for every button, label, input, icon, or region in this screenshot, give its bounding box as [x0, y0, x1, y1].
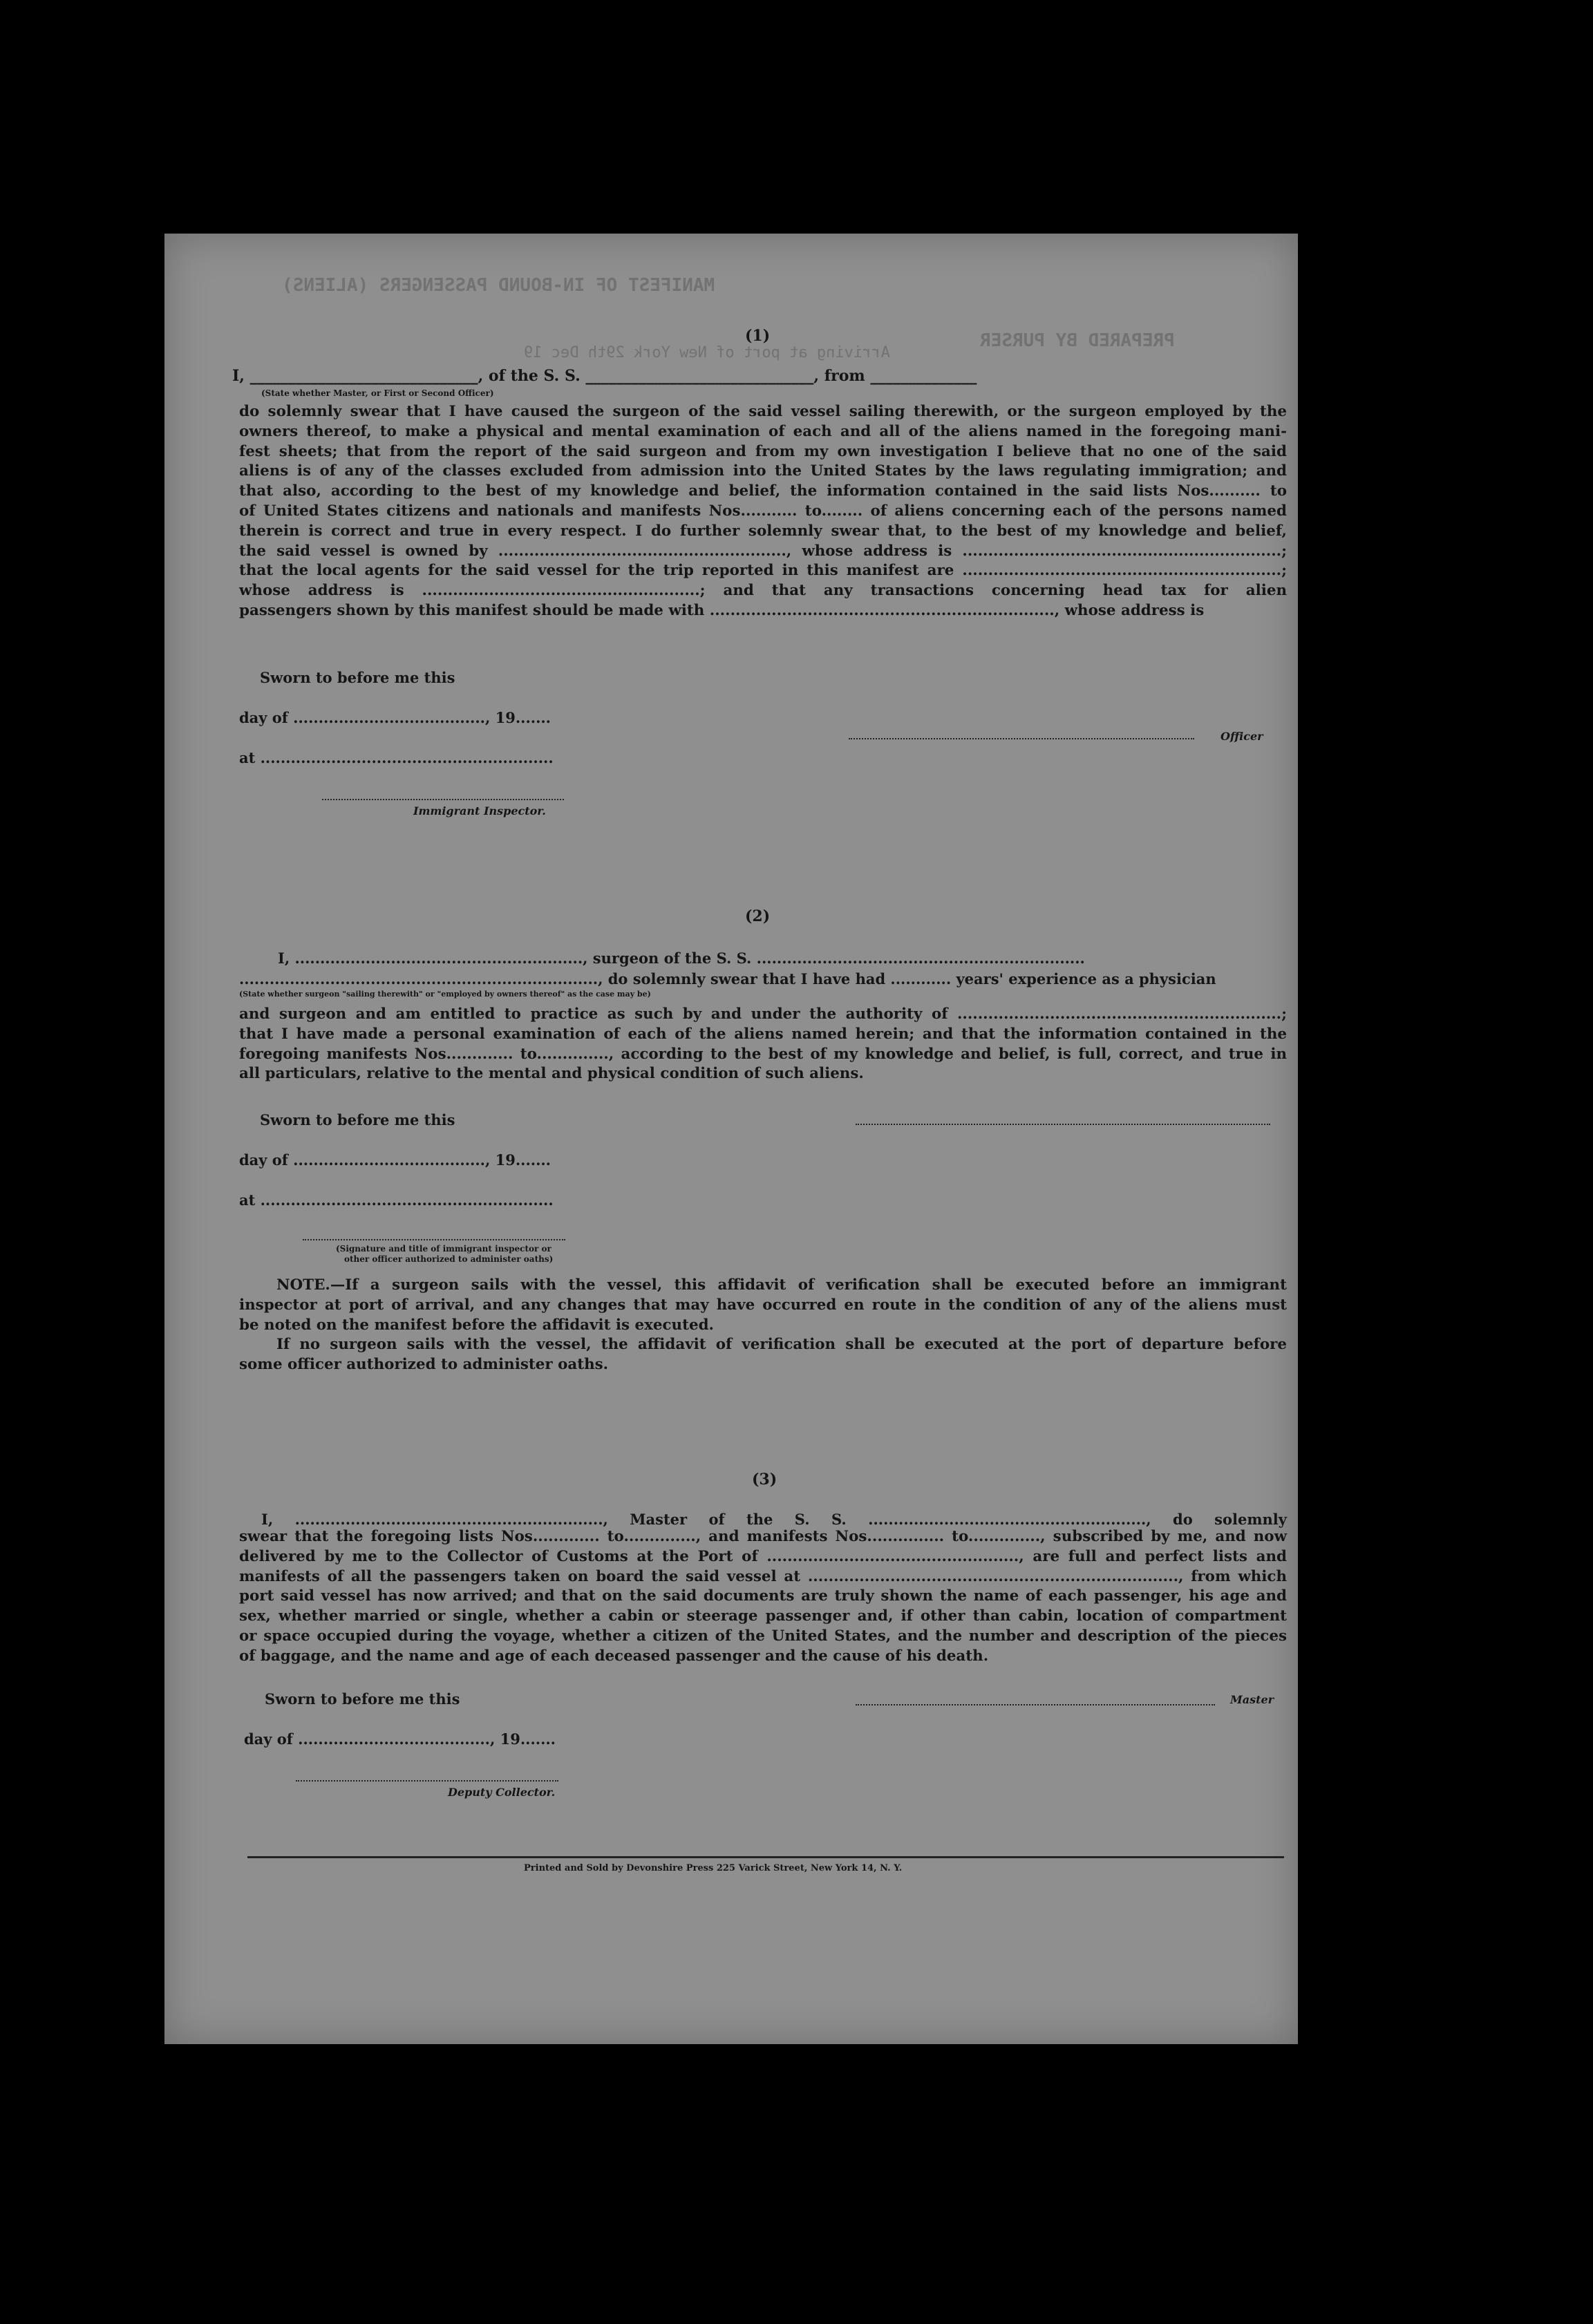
section1-day-of: day of ......................................, 19.......	[239, 709, 551, 726]
master-label: Master	[1230, 1693, 1274, 1706]
inspector-signature-line	[322, 799, 564, 800]
punch-hole	[1334, 370, 1366, 401]
printer-footer: Printed and Sold by Devonshire Press 225 Varick Street, New York 14, N. Y.	[524, 1863, 903, 1873]
section1-at: at ..........................................................	[239, 749, 554, 766]
punch-hole	[1334, 1420, 1366, 1452]
ghost-header-port: Arriving at port of New York 29th Dec 19	[524, 344, 890, 361]
ghost-header-purser: PREPARED BY PURSER	[980, 330, 1175, 351]
section2-day-of: day of ......................................, 19.......	[239, 1151, 551, 1169]
master-signature-line	[856, 1704, 1215, 1706]
section2-caption: (State whether surgeon "sailing therewith" or "employed by owners thereof" as the case may be)	[239, 990, 651, 999]
punch-hole	[1334, 1866, 1366, 1898]
section2-sig-caption1: (Signature and title of immigrant inspector or	[336, 1244, 552, 1254]
section2-at: at ..........................................................	[239, 1191, 554, 1209]
section2-paragraph: and surgeon and am entitled to practice as such by and under the authority of ...............................................................; that I have made a personal examination of each of the aliens named herein; and that the information contained in the foregoing manifests Nos............. to.............., according to the best of my knowledge and belief, is full, correct, and true in all particulars, relative to the mental and physical condition of such aliens.	[239, 1005, 1287, 1083]
section2-line2: ......................................................................., do solemnly swear that I have had ............ years' experience as a physician	[239, 970, 1216, 988]
section3-paragraph: swear that the foregoing lists Nos............. to.............., and manifests Nos............... to.............., subscribed by me, and now delivered by me to the Collector of Customs at the Port of ................................................., are full and perfect lists and manifests of all the passengers taken on board the said vessel at ........................................................................, from which port said vessel has now arrived; and that on the said documents are truly shown the name of each passenger, his age and sex, whether married or single, whether a cabin or steerage passenger and, if other than cabin, location of compartment or space occupied during the voyage, whether a citizen of the United States, and the number and description of the pieces of baggage, and the name and age of each deceased passenger and the cause of his death.	[239, 1528, 1287, 1665]
punch-hole	[1334, 1520, 1366, 1552]
officer-signature-line	[849, 738, 1194, 739]
note-paragraph: NOTE.—If a surgeon sails with the vessel, this affidavit of verification shall be executed before an immigrant inspector at port of arrival, and any changes that may have occurred en route in the condition of any of the aliens must be noted on the manifest before the affidavit is executed. If no surgeon sails with the vessel, the affidavit of verification shall be executed at the port of departure before some officer authorized to administer oaths.	[239, 1276, 1287, 1374]
punch-hole	[1334, 1961, 1366, 1993]
collector-signature-line	[296, 1780, 558, 1782]
officer-label: Officer	[1220, 730, 1263, 743]
punch-hole	[1334, 1831, 1366, 1863]
section3-sworn: Sworn to before me this	[265, 1690, 460, 1708]
ghost-header-title: MANIFEST OF IN-BOUND PASSENGERS (ALIENS)	[282, 275, 715, 296]
punch-hole	[1334, 266, 1366, 298]
section2-sworn: Sworn to before me this	[260, 1111, 455, 1128]
section2-number: (2)	[745, 907, 771, 925]
section2-sig-caption2: other officer authorized to administer oaths)	[344, 1254, 554, 1264]
manifest-page	[164, 234, 1298, 2044]
section1-sworn: Sworn to before me this	[260, 669, 455, 686]
punch-hole	[1334, 701, 1366, 733]
surgeon-signature-line	[856, 1124, 1270, 1125]
section1-caption: (State whether Master, or First or Second Officer)	[261, 388, 494, 398]
section1-paragraph: do solemnly swear that I have caused the surgeon of the said vessel sailing therewith, or the surgeon employed by the owners thereof, to make a physical and mental examination of each and all of the aliens named in the foregoing mani- fest sheets; that from the report of the said surgeon and from my own investigation I believe that no one of the said aliens is of any of the classes excluded from admission into the United States by the laws regulating immigration; and that also, according to the best of my knowledge and belief, the information contained in the said lists Nos.......... to of United States citizens and nationals and manifests Nos........... to........ of aliens concerning each of the persons named therein is correct and true in every respect. I do further solemnly swear that, to the best of my knowledge and belief, the said vessel is owned by ........................................................, whose address is ..............................................................; that the local agents for the said vessel for the trip reported in this manifest are ..............................................................; whose address is ......................................................; and that any transactions concerning head tax for alien passengers shown by this manifest should be made with ..................................................................., whose address is	[239, 403, 1287, 619]
section1-line1: I, ______________________________, of the S. S. ______________________________, from ______________	[232, 367, 977, 385]
section2-line1: I, ........................................................., surgeon of the S. S. .................................................................	[278, 950, 1085, 967]
section1-number: (1)	[745, 327, 771, 345]
punch-hole	[1334, 408, 1366, 440]
section3-day-of: day of ......................................, 19.......	[244, 1730, 556, 1748]
punch-hole	[1334, 1116, 1366, 1148]
inspector-label: Immigrant Inspector.	[413, 804, 546, 818]
collector-label: Deputy Collector.	[448, 1786, 556, 1799]
section3-line1: I, ............................................................., Master of the S. S. ......................................................., do solemnly	[261, 1511, 1287, 1528]
section2-signature-line	[303, 1239, 565, 1240]
section3-number: (3)	[752, 1471, 777, 1489]
footer-rule	[247, 1856, 1284, 1858]
